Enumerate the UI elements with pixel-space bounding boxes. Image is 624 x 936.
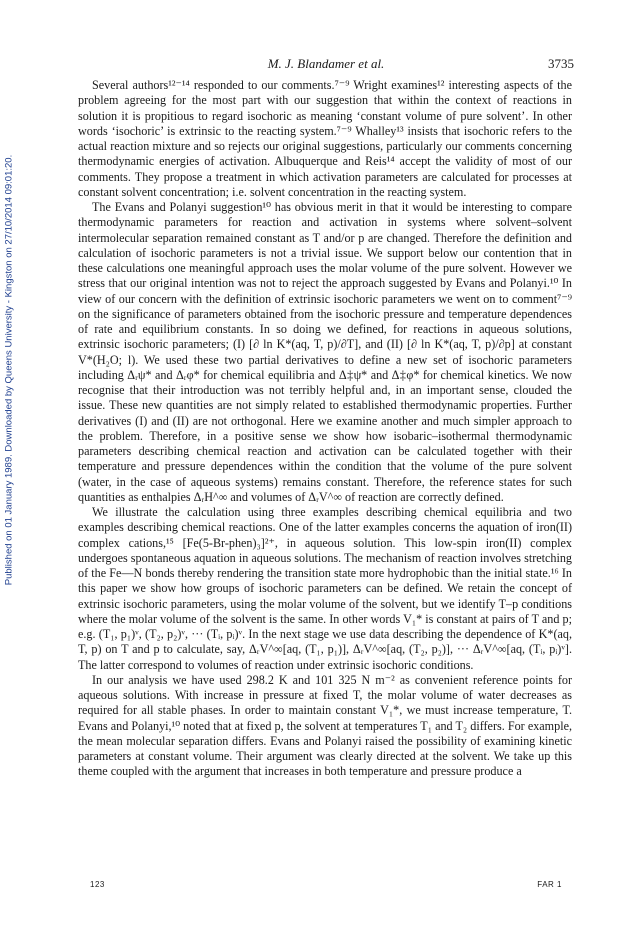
page-header <box>78 56 574 74</box>
download-watermark-text: Published on 01 January 1989. Downloaded by Queens University - Kingston on 27/10/2014 09:01:20. <box>3 154 15 586</box>
footer-signature-number: 123 <box>90 880 105 889</box>
paragraph: We illustrate the calculation using three examples describing chemical equilibria and two examples describing chemical reactions. One of the latter examples concerns the aquation of iron(II) complex cations,¹⁵ [Fe(5-Br-phen)₃]²⁺, in aqueous solution. This low-spin iron(II) complex undergoes spontaneous aquation in aqueous solutions. The mechanism of reaction involves stretching of the Fe—N bonds thereby rendering the transition state more hydrophobic than the initial state.¹⁶ In this paper we show how groups of isochoric parameters can be defined. We retain the concept of extrinsic isochoric parameters, using the molar volume of the solvent, but we identify T–p conditions where the molar volume of the solvent is the same. In other words V₁* is constant at pairs of T and p; e.g. (T₁, p₁)ᵛ, (T₂, p₂)ᵛ, ··· (Tᵢ, pᵢ)ᵛ. In the next stage we use data describing the dependence of K*(aq, T, p) on T and p to calculate, say, ΔᵣV^∞[aq, (T₁, p₁)], ΔᵣV^∞[aq, (T₂, p₂)], ··· ΔᵣV^∞[aq, (Tᵢ, pᵢ)ᵛ]. The latter correspond to volumes of reaction under extrinsic isochoric conditions. <box>78 505 572 672</box>
page-number: 3735 <box>548 56 574 71</box>
download-watermark <box>2 130 16 610</box>
paragraph: The Evans and Polanyi suggestion¹⁰ has obvious merit in that it would be interesting to compare thermodynamic parameters for reaction and activation in systems where solvent–solvent intermolecular separation remained constant as T and/or p are changed. Therefore the definition and calculation of isochoric parameters is not a trivial issue. We support below our contention that in these calculations one meaningful approach uses the molar volume of the pure solvent. However we stress that our original intention was not to reject the approach suggested by Evans and Polanyi.¹⁰ In view of our concern with the definition of extrinsic isochoric parameters we went on to comment⁷⁻⁹ on the significance of parameters obtained from the isochoric pressure and temperature dependences of rate and equilibrium constants. In so doing we defined, for reactions in aqueous solutions, extrinsic isochoric parameters; (I) [∂ ln K*(aq, T, p)/∂T], and (II) [∂ ln K*(aq, T, p)/∂p] at constant V*(H₂O; l). We used these two partial derivatives to define a new set of isochoric parameters including Δᵣψ* and Δᵣφ* for chemical equilibria and Δ‡ψ* and Δ‡φ* for chemical kinetics. We now recognise that their introduction was not terribly helpful and, in an important sense, clouded the issue. These new quantities are not simply related to established thermodynamic properties. Further derivatives (I) and (II) are not orthogonal. Here we examine another and much simpler approach to the problem. Therefore, in a positive sense we show how isobaric–isothermal thermodynamic parameters describing chemical reaction and activation can be calculated together with their temperature and pressure dependences within the condition that the volume of the pure solvent (water, in the case of aqueous systems) remains constant. Therefore, the reference states for such quantities as enthalpies ΔᵣH^∞ and volumes of ΔᵣV^∞ of reaction are correctly defined. <box>78 200 572 504</box>
paragraph: Several authors¹²⁻¹⁴ responded to our comments.⁷⁻⁹ Wright examines¹² interesting aspects of the problem agreeing for the most part with our suggestion that within the context of reactions in solution it is propitious to regard isochoric as meaning ‘constant volume of pure solvent’. In other words ‘isochoric’ is extrinsic to the reacting system.⁷⁻⁹ Whalley¹³ insists that isochoric refers to the actual reaction mixture and so rejects our original suggestions, particularly our comments concerning thermodynamic energies of activation. Albuquerque and Reis¹⁴ accept the validity of most of our comments. They propose a treatment in which activation parameters are calculated for processes at constant solvent concentration; i.e. solvent concentration in the reacting system. <box>78 78 572 199</box>
footer-journal-code: FAR 1 <box>537 880 562 889</box>
running-head: M. J. Blandamer et al. <box>267 56 385 71</box>
article-body <box>78 78 572 780</box>
paragraph: In our analysis we have used 298.2 K and 101 325 N m⁻² as convenient reference points for aqueous solutions. With increase in pressure at fixed T, the molar volume of water decreases as required for all stable phases. In order to maintain constant V₁*, we must increase temperature, T. Evans and Polanyi,¹⁰ noted that at fixed p, the solvent at temperatures T₁ and T₂ differs. For example, the mean molecular separation differs. Evans and Polanyi raised the possibility of examining kinetic parameters at constant volume. Their argument was clearly directed at the solvent. We take up this theme coupled with the argument that increases in both temperature and pressure produce a <box>78 672 572 779</box>
